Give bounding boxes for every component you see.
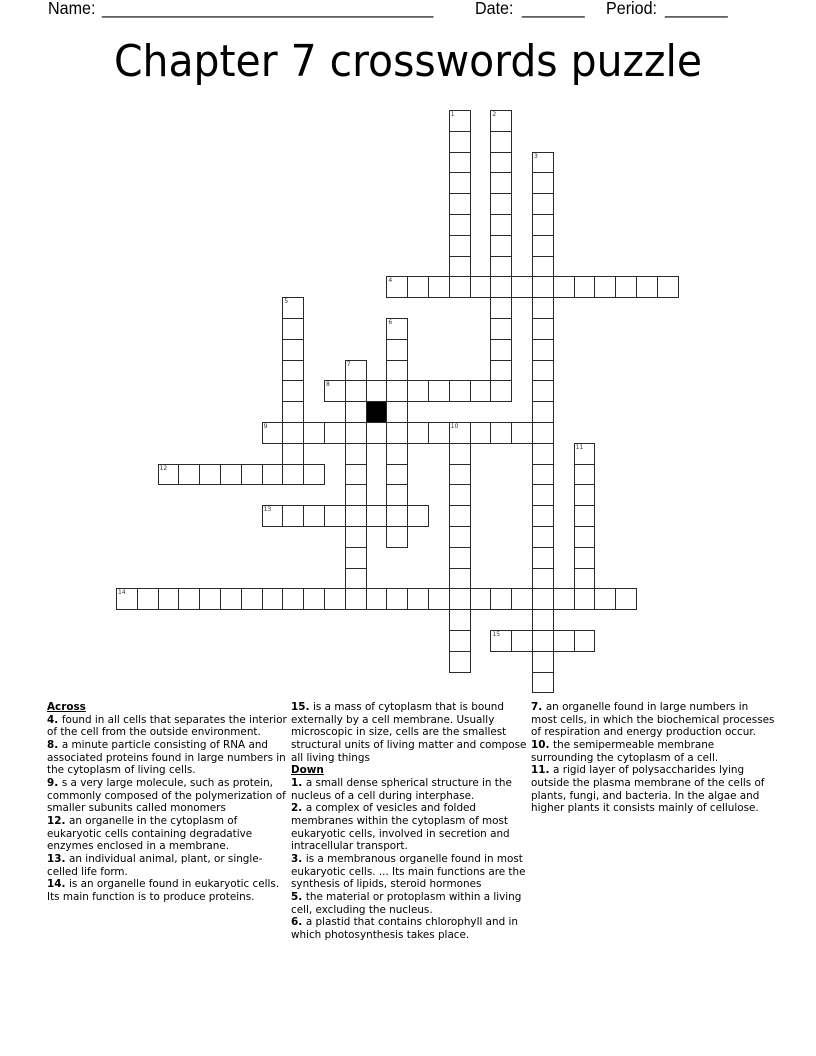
clue-text: found in all cells that separates the interior of the cell from the outside environment. [47, 713, 287, 739]
black-square [366, 401, 388, 423]
grid-cell[interactable] [324, 380, 346, 402]
grid-cell[interactable] [490, 193, 512, 215]
grid-cell[interactable] [594, 276, 616, 298]
grid-cell[interactable] [449, 193, 471, 215]
grid-cell[interactable] [282, 505, 304, 527]
grid-cell[interactable] [574, 505, 596, 527]
across-clue [47, 777, 292, 815]
clue-text: a small dense spherical structure in the nucleus of a cell during interphase. [291, 776, 512, 802]
grid-cell[interactable] [262, 588, 284, 610]
grid-cell[interactable] [386, 526, 408, 548]
grid-cell[interactable] [574, 588, 596, 610]
cell-number: 1 [450, 111, 455, 118]
clue-number: 6 . [291, 916, 306, 928]
grid-cell[interactable] [553, 588, 575, 610]
grid-cell[interactable] [345, 464, 367, 486]
grid-cell[interactable] [407, 588, 429, 610]
grid-cell[interactable] [282, 464, 304, 486]
name-label: Name: [48, 0, 96, 18]
clue-text: is a mass of cytoplasm that is bound externally by a cell membrane. Usually microscopic in size, cells are the smallest structural units of living matter and compose all living things [291, 701, 527, 764]
grid-cell[interactable] [449, 464, 471, 486]
cell-number: 8 [326, 381, 330, 389]
grid-cell[interactable] [532, 484, 554, 506]
grid-cell[interactable] [449, 443, 471, 465]
grid-cell[interactable] [345, 505, 367, 527]
grid-cell[interactable] [386, 443, 408, 465]
grid-cell[interactable] [324, 422, 346, 444]
grid-cell[interactable] [345, 443, 367, 465]
grid-cell[interactable] [532, 609, 554, 631]
date-field[interactable]: _______ [522, 0, 585, 18]
grid-cell[interactable] [449, 422, 471, 444]
grid-cell[interactable] [345, 401, 367, 423]
down-clue [531, 764, 776, 815]
cell-number: 2 [492, 111, 497, 118]
grid-cell[interactable] [553, 630, 575, 652]
grid-cell[interactable] [366, 505, 388, 527]
grid-cell[interactable] [345, 547, 367, 569]
grid-cell[interactable] [532, 339, 554, 361]
grid-cell[interactable] [532, 443, 554, 465]
grid-cell[interactable] [490, 297, 512, 319]
grid-cell[interactable] [470, 380, 492, 402]
grid-cell[interactable] [532, 318, 554, 340]
name-field[interactable]: _____________________________________ [102, 0, 434, 18]
grid-cell[interactable] [386, 339, 408, 361]
grid-cell[interactable] [449, 505, 471, 527]
clue-number: 14 . [47, 878, 69, 890]
grid-cell[interactable] [449, 630, 471, 652]
clue-number: 15 . [291, 701, 313, 713]
grid-cell[interactable] [449, 380, 471, 402]
grid-cell[interactable] [657, 276, 679, 298]
grid-cell[interactable] [220, 588, 242, 610]
across-clue [291, 701, 536, 764]
grid-cell[interactable] [532, 360, 554, 382]
grid-cell[interactable] [428, 380, 450, 402]
clue-text: s a very large molecule, such as protein, commonly composed of the polymerization of smaller subunits called monomers [47, 776, 286, 815]
grid-cell[interactable] [490, 380, 512, 402]
period-field[interactable]: _______ [665, 0, 728, 18]
grid-cell[interactable] [532, 235, 554, 257]
grid-cell[interactable] [490, 360, 512, 382]
grid-cell[interactable] [449, 276, 471, 298]
cell-number: 6 [388, 319, 393, 326]
grid-cell[interactable] [532, 276, 554, 298]
grid-cell[interactable] [262, 505, 284, 527]
grid-cell[interactable] [574, 276, 596, 298]
grid-cell[interactable] [532, 588, 554, 610]
grid-cell[interactable] [532, 651, 554, 673]
grid-cell[interactable] [386, 422, 408, 444]
grid-cell[interactable] [511, 422, 533, 444]
grid-cell[interactable] [449, 172, 471, 194]
grid-cell[interactable] [574, 484, 596, 506]
clue-number: 4 . [47, 714, 62, 726]
grid-cell[interactable] [636, 276, 658, 298]
grid-cell[interactable] [574, 568, 596, 590]
grid-cell[interactable] [490, 110, 512, 132]
grid-cell[interactable] [532, 464, 554, 486]
clue-text: an organelle found in large numbers in most cells, in which the biochemical processes of respiration and energy production occur. [531, 701, 775, 739]
clue-text: is a membranous organelle found in most eukaryotic cells. ... Its main functions are the synthesis of lipids, steroid hormones [291, 852, 526, 891]
clue-number: 2 . [291, 802, 306, 814]
grid-cell[interactable] [158, 588, 180, 610]
grid-cell[interactable] [386, 484, 408, 506]
grid-cell[interactable] [449, 131, 471, 153]
across-clue [47, 739, 292, 777]
grid-cell[interactable] [345, 422, 367, 444]
grid-cell[interactable] [282, 360, 304, 382]
grid-cell[interactable] [532, 547, 554, 569]
grid-cell[interactable] [345, 588, 367, 610]
page-title: Chapter 7 crosswords puzzle [113, 36, 703, 87]
grid-cell[interactable] [241, 464, 263, 486]
clue-text: a complex of vesicles and folded membranes within the cytoplasm of most eukaryotic cells, involved in secretion and intracellular transport. [291, 802, 510, 853]
across-clue [47, 714, 292, 739]
cell-number: 5 [284, 298, 289, 306]
clue-number: 3 . [291, 853, 306, 865]
across-clue [47, 853, 292, 878]
grid-cell[interactable] [428, 422, 450, 444]
clue-text: a rigid layer of polysaccharides lying outside the plasma membrane of the cells of plants, fungi, and bacteria. In the algae and higher plants it consists mainly of cellulose. [531, 764, 765, 815]
grid-cell[interactable] [366, 380, 388, 402]
grid-cell[interactable] [574, 547, 596, 569]
clue-text: an organelle in the cytoplasm of eukaryotic cells containing degradative enzymes enclosed in a membrane. [47, 814, 253, 853]
grid-cell[interactable] [241, 588, 263, 610]
grid-cell[interactable] [262, 422, 284, 444]
grid-cell[interactable] [511, 588, 533, 610]
grid-cell[interactable] [449, 110, 471, 132]
grid-cell[interactable] [615, 588, 637, 610]
grid-cell[interactable] [532, 172, 554, 194]
clue-column-2 [291, 701, 536, 941]
clue-number: 13 . [47, 853, 69, 865]
cell-number: 10 [450, 423, 459, 430]
grid-cell[interactable] [282, 401, 304, 423]
grid-cell[interactable] [574, 526, 596, 548]
grid-cell[interactable] [303, 588, 325, 610]
grid-cell[interactable] [407, 276, 429, 298]
grid-cell[interactable] [386, 360, 408, 382]
grid-cell[interactable] [449, 651, 471, 673]
grid-cell[interactable] [282, 339, 304, 361]
clue-number: 8 . [47, 739, 62, 751]
grid-cell[interactable] [532, 526, 554, 548]
cell-number: 12 [159, 464, 168, 472]
grid-cell[interactable] [116, 588, 138, 610]
down-clue [531, 739, 776, 764]
grid-cell[interactable] [574, 630, 596, 652]
grid-cell[interactable] [449, 152, 471, 174]
down-clue [291, 916, 536, 941]
date-label: Date: [475, 0, 514, 18]
grid-cell[interactable] [199, 464, 221, 486]
grid-cell[interactable] [532, 297, 554, 319]
grid-cell[interactable] [449, 484, 471, 506]
grid-cell[interactable] [511, 630, 533, 652]
grid-cell[interactable] [178, 464, 200, 486]
grid-cell[interactable] [282, 422, 304, 444]
grid-cell[interactable] [470, 422, 492, 444]
grid-cell[interactable] [532, 630, 554, 652]
grid-cell[interactable] [449, 235, 471, 257]
grid-cell[interactable] [324, 505, 346, 527]
grid-cell[interactable] [532, 214, 554, 236]
grid-cell[interactable] [407, 380, 429, 402]
grid-cell[interactable] [532, 152, 554, 174]
cell-number: 15 [492, 631, 501, 638]
clue-column-3 [531, 701, 776, 815]
grid-cell[interactable] [282, 318, 304, 340]
grid-cell[interactable] [386, 401, 408, 423]
grid-cell[interactable] [303, 505, 325, 527]
grid-cell[interactable] [220, 464, 242, 486]
grid-cell[interactable] [615, 276, 637, 298]
grid-cell[interactable] [345, 380, 367, 402]
grid-cell[interactable] [490, 276, 512, 298]
clue-text: an individual animal, plant, or single-celled life form. [47, 852, 263, 878]
grid-cell[interactable] [366, 422, 388, 444]
grid-cell[interactable] [282, 443, 304, 465]
grid-cell[interactable] [386, 318, 408, 340]
across-heading: Across [47, 701, 86, 713]
grid-cell[interactable] [303, 422, 325, 444]
grid-cell[interactable] [199, 588, 221, 610]
grid-cell[interactable] [386, 588, 408, 610]
grid-cell[interactable] [386, 505, 408, 527]
grid-cell[interactable] [490, 339, 512, 361]
clue-number: 10 . [531, 739, 553, 751]
grid-cell[interactable] [345, 484, 367, 506]
grid-cell[interactable] [490, 630, 512, 652]
grid-cell[interactable] [386, 464, 408, 486]
grid-cell[interactable] [449, 214, 471, 236]
clue-text: a minute particle consisting of RNA and associated proteins found in large numbers in the cytoplasm of living cells. [47, 738, 286, 777]
grid-cell[interactable] [532, 422, 554, 444]
cell-number: 3 [534, 152, 538, 160]
grid-cell[interactable] [345, 360, 367, 382]
grid-cell[interactable] [574, 464, 596, 486]
grid-cell[interactable] [574, 443, 596, 465]
grid-cell[interactable] [449, 526, 471, 548]
clue-number: 11 . [531, 764, 553, 776]
grid-cell[interactable] [490, 131, 512, 153]
grid-cell[interactable] [386, 276, 408, 298]
clue-text: a plastid that contains chlorophyll and in which photosynthesis takes place. [291, 916, 518, 941]
grid-cell[interactable] [428, 588, 450, 610]
grid-cell[interactable] [532, 672, 554, 694]
cell-number: 4 [388, 277, 393, 285]
down-clue [291, 891, 536, 916]
grid-cell[interactable] [490, 152, 512, 174]
grid-cell[interactable] [490, 256, 512, 278]
clue-text: is an organelle found in eukaryotic cells. Its main function is to produce proteins. [47, 878, 280, 903]
across-clue [47, 815, 292, 853]
grid-cell[interactable] [490, 318, 512, 340]
down-clue [531, 701, 776, 739]
grid-cell[interactable] [449, 609, 471, 631]
clue-number: 1 . [291, 777, 306, 789]
grid-cell[interactable] [282, 588, 304, 610]
clue-number: 9 . [47, 777, 62, 789]
grid-cell[interactable] [532, 193, 554, 215]
grid-cell[interactable] [532, 401, 554, 423]
grid-cell[interactable] [303, 464, 325, 486]
grid-cell[interactable] [470, 588, 492, 610]
grid-cell[interactable] [407, 505, 429, 527]
grid-cell[interactable] [137, 588, 159, 610]
grid-cell[interactable] [282, 297, 304, 319]
grid-cell[interactable] [449, 588, 471, 610]
grid-cell[interactable] [449, 568, 471, 590]
grid-cell[interactable] [282, 380, 304, 402]
cell-number: 13 [263, 506, 272, 514]
clue-number: 5 . [291, 891, 306, 903]
down-heading: Down [291, 764, 324, 777]
grid-cell[interactable] [532, 380, 554, 402]
cell-number: 14 [118, 589, 126, 597]
grid-cell[interactable] [449, 256, 471, 278]
down-clue [291, 853, 536, 891]
grid-cell[interactable] [490, 235, 512, 257]
down-clue [291, 777, 536, 802]
grid-cell[interactable] [178, 588, 200, 610]
clue-column-1 [47, 701, 292, 904]
grid-cell[interactable] [532, 568, 554, 590]
grid-cell[interactable] [345, 568, 367, 590]
grid-cell[interactable] [262, 464, 284, 486]
grid-cell[interactable] [407, 422, 429, 444]
clue-text: the material or protoplasm within a living cell, excluding the nucleus. [291, 890, 522, 916]
grid-cell[interactable] [470, 276, 492, 298]
grid-cell[interactable] [490, 422, 512, 444]
clue-number: 12 . [47, 815, 69, 827]
period-label: Period: [606, 0, 658, 18]
clue-number: 7 . [531, 701, 546, 713]
down-clue [291, 802, 536, 853]
across-clue [47, 878, 292, 903]
grid-cell[interactable] [158, 464, 180, 486]
cell-number: 7 [346, 360, 351, 368]
grid-cell[interactable] [532, 505, 554, 527]
clue-text: the semipermeable membrane surrounding the cytoplasm of a cell. [531, 738, 719, 764]
grid-cell[interactable] [345, 526, 367, 548]
grid-cell[interactable] [511, 276, 533, 298]
grid-cell[interactable] [490, 588, 512, 610]
grid-cell[interactable] [324, 588, 346, 610]
grid-cell[interactable] [490, 214, 512, 236]
cell-number: 11 [575, 443, 584, 451]
grid-cell[interactable] [428, 276, 450, 298]
grid-cell[interactable] [532, 256, 554, 278]
grid-cell[interactable] [594, 588, 616, 610]
grid-cell[interactable] [386, 380, 408, 402]
grid-cell[interactable] [490, 172, 512, 194]
grid-cell[interactable] [449, 547, 471, 569]
grid-cell[interactable] [553, 276, 575, 298]
cell-number: 9 [263, 423, 268, 430]
grid-cell[interactable] [366, 588, 388, 610]
